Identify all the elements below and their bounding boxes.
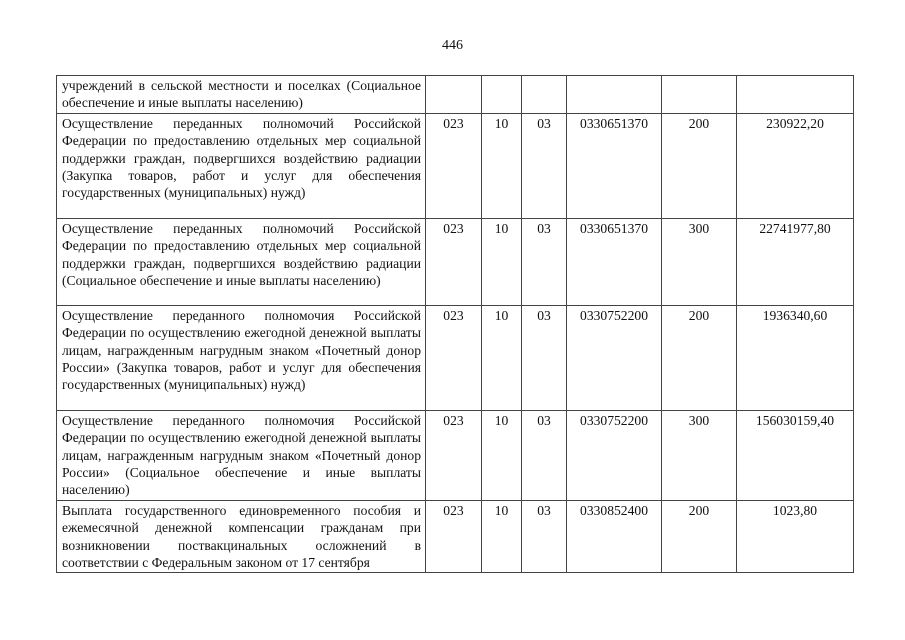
- table-row: [57, 218, 854, 305]
- row-expense-type-code: 200: [662, 500, 737, 573]
- row-expense-type-code: 300: [662, 410, 737, 500]
- row-subsection-code: 03: [522, 218, 567, 305]
- row-subsection-code: 03: [522, 500, 567, 573]
- row-target-article-code: 0330651370: [567, 218, 662, 305]
- row-grbs-code: 023: [426, 305, 482, 410]
- row-target-article-code: 0330651370: [567, 113, 662, 218]
- table-row: [57, 410, 854, 500]
- row-description: Осуществление переданных полномочий Российской Федерации по предоставлению отдельных мер социальной поддержки граждан, подвергшихся воздействию радиации (Социальное обеспечение и иные выплаты населению): [57, 218, 426, 305]
- row-section-code: [482, 76, 522, 114]
- row-description: Осуществление переданного полномочия Российской Федерации по осуществлению ежегодной денежной выплаты лицам, награжденным нагрудным знаком «Почетный донор России» (Закупка товаров, работ и услуг для обеспечения государственных (муниципальных) нужд): [57, 305, 426, 410]
- row-grbs-code: [426, 76, 482, 114]
- table-row: [57, 76, 854, 114]
- row-expense-type-code: [662, 76, 737, 114]
- table-row: [57, 500, 854, 573]
- row-subsection-code: 03: [522, 305, 567, 410]
- row-description: Выплата государственного единовременного пособия и ежемесячной денежной компенсации гражданам при возникновении поствакцинальных осложнений в соответствии с Федеральным законом от 17 сентября: [57, 500, 426, 573]
- row-section-code: 10: [482, 500, 522, 573]
- row-amount: 1023,80: [737, 500, 854, 573]
- row-amount: 230922,20: [737, 113, 854, 218]
- row-description: учреждений в сельской местности и поселках (Социальное обеспечение и иные выплаты населению): [57, 76, 426, 114]
- row-target-article-code: 0330752200: [567, 410, 662, 500]
- row-expense-type-code: 200: [662, 113, 737, 218]
- row-section-code: 10: [482, 113, 522, 218]
- budget-table-body: [57, 76, 854, 573]
- row-target-article-code: [567, 76, 662, 114]
- page-number: 446: [442, 38, 463, 53]
- row-grbs-code: 023: [426, 410, 482, 500]
- row-expense-type-code: 300: [662, 218, 737, 305]
- row-description: Осуществление переданного полномочия Российской Федерации по осуществлению ежегодной денежной выплаты лицам, награжденным нагрудным знаком «Почетный донор России» (Социальное обеспечение и иные выплаты населению): [57, 410, 426, 500]
- row-amount: 22741977,80: [737, 218, 854, 305]
- row-grbs-code: 023: [426, 113, 482, 218]
- row-grbs-code: 023: [426, 500, 482, 573]
- row-target-article-code: 0330852400: [567, 500, 662, 573]
- row-target-article-code: 0330752200: [567, 305, 662, 410]
- row-amount: 156030159,40: [737, 410, 854, 500]
- row-description: Осуществление переданных полномочий Российской Федерации по предоставлению отдельных мер социальной поддержки граждан, подвергшихся воздействию радиации (Закупка товаров, работ и услуг для обеспечения государственных (муниципальных) нужд): [57, 113, 426, 218]
- table-row: [57, 305, 854, 410]
- row-amount: 1936340,60: [737, 305, 854, 410]
- row-section-code: 10: [482, 410, 522, 500]
- row-subsection-code: 03: [522, 410, 567, 500]
- budget-table: [56, 75, 854, 573]
- row-section-code: 10: [482, 305, 522, 410]
- row-subsection-code: [522, 76, 567, 114]
- row-subsection-code: 03: [522, 113, 567, 218]
- row-amount: [737, 76, 854, 114]
- row-grbs-code: 023: [426, 218, 482, 305]
- row-expense-type-code: 200: [662, 305, 737, 410]
- table-row: [57, 113, 854, 218]
- row-section-code: 10: [482, 218, 522, 305]
